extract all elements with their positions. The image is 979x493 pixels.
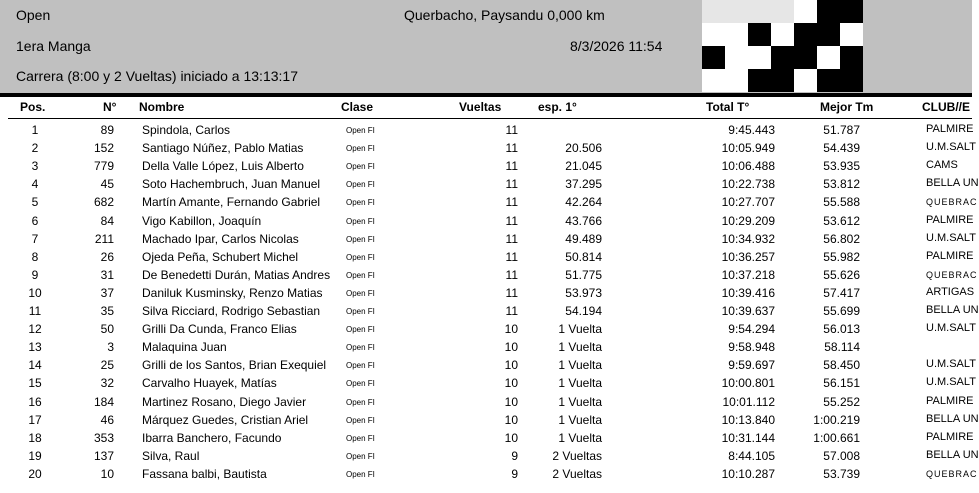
cell-club: U.M.SALT xyxy=(926,141,976,154)
cell-gap: 53.973 xyxy=(565,285,602,300)
cell-best-lap: 1:00.219 xyxy=(813,412,860,427)
cell-club: U.M.SALT xyxy=(926,231,976,244)
table-row xyxy=(0,248,972,266)
table-row xyxy=(0,157,972,175)
cell-gap: 21.045 xyxy=(565,159,602,174)
cell-name: De Benedetti Durán, Matias Andres xyxy=(142,267,331,282)
cell-laps: 11 xyxy=(505,267,518,282)
cell-best-lap: 55.699 xyxy=(823,304,860,318)
table-row xyxy=(0,121,972,139)
cell-total-time: 10:13.840 xyxy=(721,412,775,427)
cell-laps: 11 xyxy=(505,195,518,210)
col-gap-header: esp. 1° xyxy=(538,100,577,114)
cell-number: 779 xyxy=(93,159,114,174)
cell-best-lap: 56.013 xyxy=(823,322,860,337)
cell-name: Carvalho Huayek, Matías xyxy=(142,376,277,391)
cell-gap: 42.264 xyxy=(565,195,602,210)
cell-laps: 10 xyxy=(504,340,518,355)
cell-total-time: 10:29.209 xyxy=(721,213,775,228)
cell-class: Open FI xyxy=(346,469,375,479)
cell-total-time: 9:58.948 xyxy=(728,340,775,355)
cell-pos: 19 xyxy=(28,448,42,463)
cell-total-time: 10:31.144 xyxy=(721,430,775,445)
cell-club: BELLA UN xyxy=(926,177,979,190)
cell-class: Open FI xyxy=(346,397,375,407)
cell-gap: 43.766 xyxy=(565,213,602,228)
cell-class: Open FI xyxy=(346,343,375,353)
cell-number: 137 xyxy=(93,448,114,463)
cell-name: Ojeda Peña, Schubert Michel xyxy=(142,249,299,264)
cell-gap: 1 Vuelta xyxy=(558,430,602,445)
cell-class: Open FI xyxy=(346,234,375,244)
session-name: 1era Manga xyxy=(16,38,91,54)
cell-pos: 2 xyxy=(31,141,39,156)
cell-class: Open FI xyxy=(346,126,375,135)
cell-best-lap: 53.812 xyxy=(823,177,860,192)
cell-laps: 10 xyxy=(504,376,518,391)
cell-class: Open FI xyxy=(346,451,375,461)
col-laps-header: Vueltas xyxy=(459,100,502,114)
cell-pos: 18 xyxy=(28,430,42,445)
cell-club: QUEBRAC xyxy=(926,269,978,280)
cell-pos: 8 xyxy=(31,249,39,264)
cell-best-lap: 56.802 xyxy=(823,231,860,246)
cell-number: 84 xyxy=(100,213,114,228)
cell-name: Silva Ricciard, Rodrigo Sebastian xyxy=(142,304,321,318)
cell-pos: 7 xyxy=(31,231,39,246)
table-row xyxy=(0,320,976,338)
cell-pos: 10 xyxy=(28,285,42,300)
cell-class: Open FI xyxy=(346,307,375,316)
cell-club: QUEBRAC xyxy=(926,197,978,208)
cell-pos: 20 xyxy=(28,466,42,481)
cell-name: Malaquina Juan xyxy=(142,340,227,355)
cell-class: Open FI xyxy=(346,379,375,389)
cell-club: PALMIRE xyxy=(926,430,974,443)
cell-best-lap: 55.588 xyxy=(823,195,860,210)
cell-best-lap: 55.252 xyxy=(823,394,860,409)
cell-club: U.M.SALT xyxy=(926,358,976,371)
cell-club: BELLA UN xyxy=(926,412,979,425)
cell-laps: 9 xyxy=(511,448,518,463)
report-datetime: 8/3/2026 11:54 xyxy=(570,38,663,54)
col-pos-header: Pos. xyxy=(20,100,46,114)
cell-club: PALMIRE xyxy=(926,394,974,407)
table-row xyxy=(0,193,978,211)
cell-best-lap: 53.935 xyxy=(823,159,860,174)
cell-pos: 17 xyxy=(28,412,42,427)
cell-class: Open FI xyxy=(346,198,375,208)
cell-best-lap: 57.008 xyxy=(823,448,860,463)
cell-best-lap: 51.787 xyxy=(823,123,860,137)
cell-pos: 14 xyxy=(28,358,42,373)
cell-class: Open FI xyxy=(346,288,375,298)
table-row xyxy=(0,175,979,193)
cell-class: Open FI xyxy=(346,361,375,371)
cell-number: 184 xyxy=(93,394,114,409)
table-row xyxy=(0,447,979,465)
table-row xyxy=(0,266,978,284)
table-row xyxy=(0,284,975,302)
cell-class: Open FI xyxy=(346,162,375,172)
cell-class: Open FI xyxy=(346,180,375,190)
cell-best-lap: 53.739 xyxy=(823,466,860,481)
cell-pos: 13 xyxy=(28,340,42,355)
event-location: Querbacho, Paysandu 0,000 km xyxy=(404,7,605,23)
cell-best-lap: 58.114 xyxy=(824,340,860,355)
cell-name: Vigo Kabillon, Joaquín xyxy=(142,213,262,228)
cell-best-lap: 55.982 xyxy=(823,249,860,264)
cell-best-lap: 58.450 xyxy=(823,358,860,373)
cell-name: Daniluk Kusminsky, Renzo Matias xyxy=(142,285,323,300)
col-total-header: Total T° xyxy=(706,100,750,114)
cell-laps: 11 xyxy=(505,249,518,264)
cell-number: 3 xyxy=(107,340,114,355)
cell-number: 50 xyxy=(100,322,114,337)
table-row xyxy=(0,338,972,356)
table-row xyxy=(0,393,972,411)
cell-laps: 10 xyxy=(504,358,518,373)
cell-name: Márquez Guedes, Cristian Ariel xyxy=(142,412,309,427)
cell-laps: 10 xyxy=(504,430,518,445)
cell-pos: 4 xyxy=(31,177,39,192)
col-num-header: N° xyxy=(103,100,117,114)
cell-number: 31 xyxy=(100,267,114,282)
cell-name: Fassana balbi, Bautista xyxy=(142,466,267,481)
cell-name: Grilli de los Santos, Brian Exequiel xyxy=(142,358,327,373)
cell-total-time: 9:54.294 xyxy=(728,322,775,337)
cell-club: BELLA UN xyxy=(926,304,979,316)
cell-number: 37 xyxy=(100,285,114,300)
cell-number: 682 xyxy=(93,195,114,210)
cell-club: PALMIRE xyxy=(926,123,974,135)
cell-laps: 11 xyxy=(505,159,518,174)
cell-total-time: 9:59.697 xyxy=(728,358,775,373)
cell-best-lap: 55.626 xyxy=(823,267,860,282)
cell-laps: 11 xyxy=(505,231,518,246)
results-header xyxy=(0,0,972,93)
cell-pos: 1 xyxy=(31,123,39,137)
table-row xyxy=(0,465,978,483)
table-row xyxy=(0,302,979,320)
cell-number: 152 xyxy=(93,141,114,156)
cell-name: Spindola, Carlos xyxy=(142,123,231,137)
col-class-header: Clase xyxy=(341,100,374,114)
cell-number: 45 xyxy=(100,177,114,192)
table-row xyxy=(0,139,976,157)
cell-gap: 54.194 xyxy=(565,304,602,318)
cell-total-time: 10:27.707 xyxy=(721,195,775,210)
cell-number: 211 xyxy=(94,231,114,246)
cell-total-time: 10:01.112 xyxy=(722,394,775,409)
cell-name: Ibarra Banchero, Facundo xyxy=(142,430,282,445)
cell-total-time: 10:37.218 xyxy=(721,267,775,282)
cell-name: Silva, Raul xyxy=(142,448,200,463)
cell-class: Open FI xyxy=(346,216,375,226)
cell-name: Della Valle López, Luis Alberto xyxy=(142,159,304,174)
cell-gap: 1 Vuelta xyxy=(558,394,602,409)
cell-class: Open FI xyxy=(346,270,375,280)
cell-club: BELLA UN xyxy=(926,448,979,461)
cell-name: Machado Ipar, Carlos Nicolas xyxy=(142,231,299,246)
cell-number: 10 xyxy=(100,466,114,481)
cell-name: Santiago Núñez, Pablo Matias xyxy=(142,141,304,156)
race-description: Carrera (8:00 y 2 Vueltas) iniciado a 13:13:17 xyxy=(16,68,298,84)
cell-laps: 11 xyxy=(505,177,518,192)
column-header-divider xyxy=(8,118,972,119)
cell-laps: 10 xyxy=(504,412,518,427)
cell-pos: 3 xyxy=(31,159,39,174)
cell-total-time: 10:06.488 xyxy=(721,159,775,174)
cell-name: Martín Amante, Fernando Gabriel xyxy=(142,195,321,210)
cell-pos: 12 xyxy=(28,322,42,337)
cell-total-time: 10:34.932 xyxy=(721,231,775,246)
cell-gap: 2 Vueltas xyxy=(552,448,602,463)
cell-total-time: 8:44.105 xyxy=(728,448,775,463)
table-row xyxy=(0,429,972,447)
cell-gap: 49.489 xyxy=(565,231,602,246)
cell-total-time: 10:39.637 xyxy=(721,304,775,318)
cell-gap: 1 Vuelta xyxy=(558,376,602,391)
col-club-header: CLUB//E xyxy=(922,100,970,114)
event-name: Open xyxy=(16,7,51,23)
cell-total-time: 10:10.287 xyxy=(721,466,775,481)
cell-club: ARTIGAS xyxy=(926,285,975,298)
cell-total-time: 9:45.443 xyxy=(728,123,775,137)
cell-gap: 1 Vuelta xyxy=(558,322,602,337)
cell-number: 46 xyxy=(100,412,114,427)
cell-class: Open FI xyxy=(346,415,375,425)
cell-pos: 9 xyxy=(31,267,39,282)
cell-laps: 11 xyxy=(505,285,518,300)
cell-pos: 6 xyxy=(31,213,39,228)
cell-gap: 1 Vuelta xyxy=(558,340,602,355)
table-row xyxy=(0,230,976,248)
cell-pos: 15 xyxy=(28,376,42,391)
cell-number: 32 xyxy=(100,376,114,391)
cell-laps: 11 xyxy=(505,304,518,318)
cell-number: 89 xyxy=(100,123,114,137)
cell-class: Open FI xyxy=(346,252,375,262)
cell-laps: 11 xyxy=(505,213,518,228)
cell-name: Martinez Rosano, Diego Javier xyxy=(142,394,307,409)
cell-club: U.M.SALT xyxy=(926,376,976,389)
table-row xyxy=(0,411,979,429)
cell-total-time: 10:22.738 xyxy=(721,177,775,192)
cell-name: Grilli Da Cunda, Franco Elias xyxy=(142,322,297,337)
cell-best-lap: 57.417 xyxy=(823,285,860,300)
cell-laps: 11 xyxy=(505,123,518,137)
cell-club: QUEBRAC xyxy=(926,468,978,479)
cell-pos: 16 xyxy=(28,394,42,409)
cell-number: 353 xyxy=(93,430,114,445)
cell-pos: 5 xyxy=(31,195,39,210)
header-divider xyxy=(0,93,972,97)
cell-total-time: 10:05.949 xyxy=(721,141,775,156)
cell-gap: 1 Vuelta xyxy=(558,412,602,427)
col-best-header: Mejor Tm xyxy=(820,100,874,114)
cell-gap: 1 Vuelta xyxy=(558,358,602,373)
cell-number: 25 xyxy=(100,358,114,373)
cell-club: PALMIRE xyxy=(926,249,974,262)
cell-gap: 50.814 xyxy=(565,249,602,264)
cell-class: Open FI xyxy=(346,325,375,335)
cell-laps: 10 xyxy=(504,322,518,337)
cell-best-lap: 1:00.661 xyxy=(813,430,860,445)
table-row xyxy=(0,212,972,230)
cell-gap: 51.775 xyxy=(565,267,602,282)
cell-number: 35 xyxy=(100,304,114,318)
cell-total-time: 10:00.801 xyxy=(721,376,775,391)
table-row xyxy=(0,374,976,392)
cell-club: PALMIRE xyxy=(926,213,974,226)
cell-class: Open FI xyxy=(346,144,375,154)
table-row xyxy=(0,356,976,374)
cell-best-lap: 56.151 xyxy=(823,376,860,391)
cell-best-lap: 54.439 xyxy=(823,141,860,156)
cell-total-time: 10:36.257 xyxy=(721,249,775,264)
cell-laps: 11 xyxy=(505,141,518,156)
cell-gap: 2 Vueltas xyxy=(552,466,602,481)
cell-gap: 37.295 xyxy=(565,177,602,192)
col-name-header: Nombre xyxy=(139,100,185,114)
cell-name: Soto Hachembruch, Juan Manuel xyxy=(142,177,321,192)
cell-class: Open FI xyxy=(346,433,375,443)
cell-gap: 20.506 xyxy=(565,141,602,156)
cell-best-lap: 53.612 xyxy=(823,213,860,228)
cell-total-time: 10:39.416 xyxy=(721,285,775,300)
cell-pos: 11 xyxy=(28,304,42,318)
cell-club: CAMS xyxy=(926,159,958,172)
cell-laps: 9 xyxy=(511,466,518,481)
cell-laps: 10 xyxy=(504,394,518,409)
cell-club: U.M.SALT xyxy=(926,322,976,335)
cell-number: 26 xyxy=(100,249,114,264)
